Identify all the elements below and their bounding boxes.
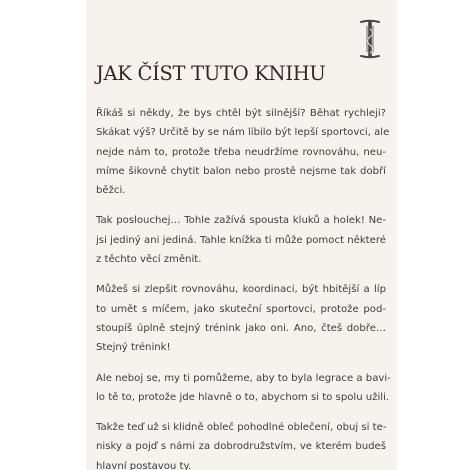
text-line: Tak poslouchej… Tohle zažívá spousta kluků a holek! Ne- bbox=[96, 215, 386, 227]
text-line: to umět s míčem, jako skuteční sportovci, protože pod- bbox=[96, 303, 386, 315]
body-text bbox=[96, 104, 391, 470]
text-line: nejde nám to, protože třeba neudržíme rovnováhu, neu- bbox=[96, 146, 386, 158]
text-line: Ale neboj se, my ti pomůžeme, aby to byla legrace a bavi- bbox=[96, 372, 391, 384]
text-line: Skákat výš? Určitě by se nám líbilo být lepší sportovci, ale bbox=[96, 127, 390, 139]
paragraph bbox=[96, 418, 386, 470]
text-line: běžci. bbox=[96, 185, 126, 197]
paragraph bbox=[96, 280, 386, 357]
text-line: Můžeš si zlepšit rovnováhu, koordinaci, být hbitější a líp bbox=[96, 284, 386, 296]
text-line: jsi jediný ani jediná. Tahle knížka ti může pomoct některé bbox=[96, 234, 386, 246]
text-line: Říkáš si někdy, že bys chtěl být silnější? Běhat rychleji? bbox=[96, 108, 386, 119]
paragraph bbox=[96, 369, 391, 408]
text-line: lo tě to, protože jde hlavně o to, abychom si to spolu užili. bbox=[96, 391, 390, 403]
text-line: nisky a pojď s námi za dobrodružstvím, ve kterém budeš bbox=[96, 441, 386, 453]
text-line: hlavní postavou ty. bbox=[96, 460, 192, 470]
paragraph bbox=[96, 104, 390, 200]
chapter-numeral bbox=[358, 18, 382, 60]
text-line: stoupíš úplně stejný trénink jako oni. Ano, čteš dobře… bbox=[96, 322, 386, 334]
book-page bbox=[86, 0, 397, 470]
text-line: míme šikovně chytit balon nebo prostě nejsme tak dobří bbox=[96, 165, 386, 177]
paragraph bbox=[96, 211, 386, 269]
text-line: Takže teď už si klidně obleč pohodlné oblečení, obuj si te- bbox=[96, 422, 387, 434]
text-line: Stejný trénink! bbox=[96, 342, 171, 354]
chapter-heading: JAK ČÍST TUTO KNIHU bbox=[96, 62, 326, 85]
text-line: z těchto věcí změnit. bbox=[96, 254, 202, 266]
